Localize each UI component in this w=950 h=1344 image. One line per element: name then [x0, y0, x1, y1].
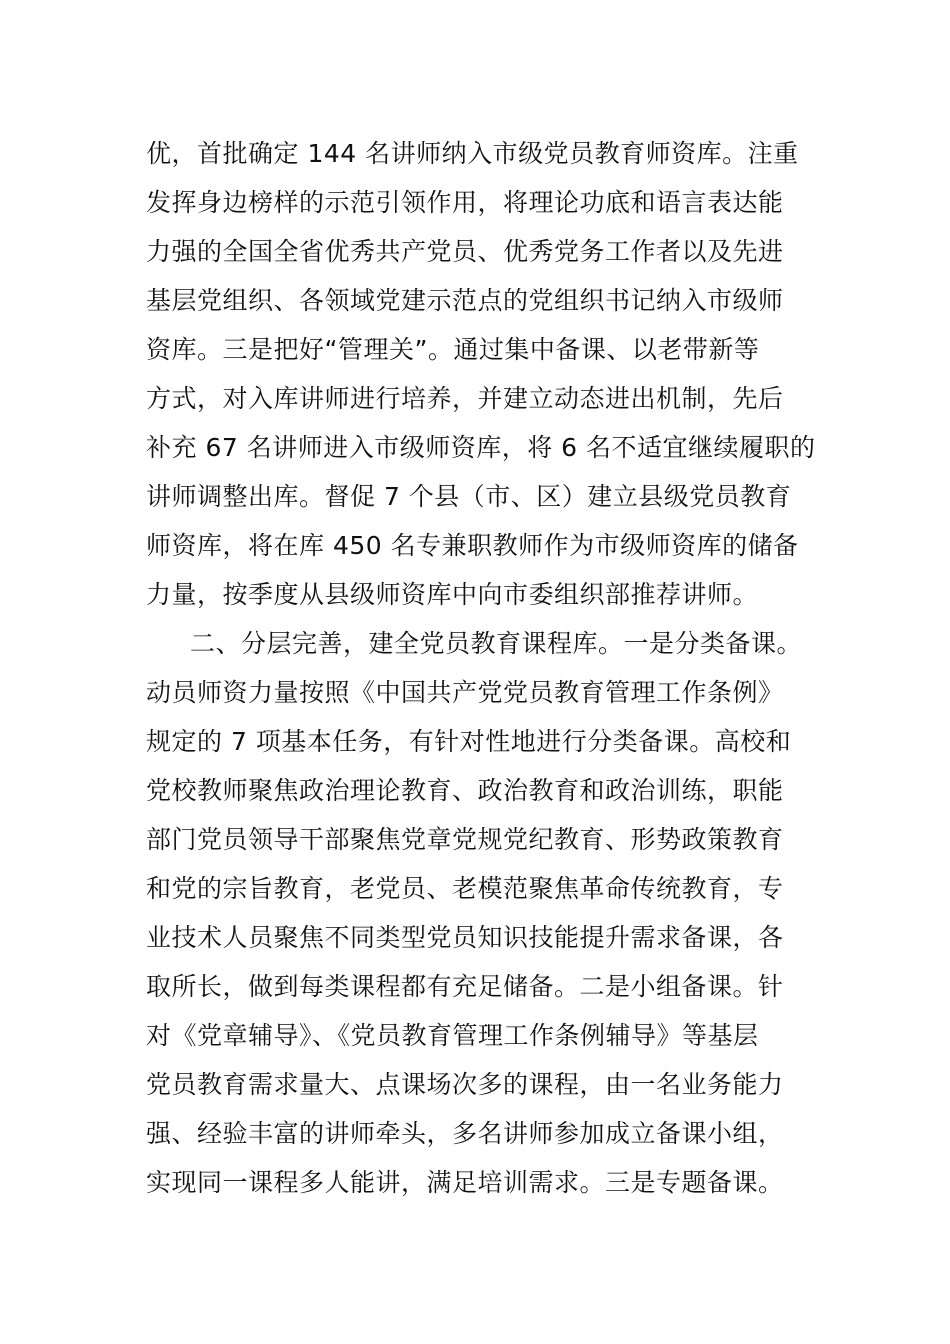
text-line: 补充 67 名讲师进入市级师资库，将 6 名不适宜继续履职的 — [146, 433, 816, 462]
text-line: 强、经验丰富的讲师牵头，多名讲师参加成立备课小组， — [146, 1119, 784, 1148]
text-line: 规定的 7 项基本任务，有针对性地进行分类备课。高校和 — [146, 727, 792, 756]
text-line: 资库。三是把好“管理关”。通过集中备课、以老带新等 — [146, 335, 760, 364]
text-line: 力强的全国全省优秀共产党员、优秀党务工作者以及先进 — [146, 237, 784, 266]
text-line: 师资库，将在库 450 名专兼职教师作为市级师资库的储备 — [146, 531, 799, 560]
body-text — [146, 129, 816, 1207]
text-line: 力量，按季度从县级师资库中向市委组织部推荐讲师。 — [146, 580, 759, 609]
text-line: 和党的宗旨教育，老党员、老模范聚焦革命传统教育，专 — [146, 874, 784, 903]
text-line: 动员师资力量按照《中国共产党党员教育管理工作条例》 — [146, 678, 784, 707]
section-heading-line: 二、分层完善，建全党员教育课程库。一是分类备课。 — [190, 629, 803, 658]
text-line: 实现同一课程多人能讲，满足培训需求。三是专题备课。 — [146, 1168, 784, 1197]
text-line: 党校教师聚焦政治理论教育、政治教育和政治训练，职能 — [146, 776, 784, 805]
text-line: 讲师调整出库。督促 7 个县（市、区）建立县级党员教育 — [146, 482, 792, 511]
text-line: 基层党组织、各领域党建示范点的党组织书记纳入市级师 — [146, 286, 784, 315]
text-line: 党员教育需求量大、点课场次多的课程，由一名业务能力 — [146, 1070, 784, 1099]
text-line: 优，首批确定 144 名讲师纳入市级党员教育师资库。注重 — [146, 139, 799, 168]
text-line: 对《党章辅导》、《党员教育管理工作条例辅导》等基层 — [146, 1021, 759, 1050]
text-line: 业技术人员聚焦不同类型党员知识技能提升需求备课，各 — [146, 923, 784, 952]
text-line: 部门党员领导干部聚焦党章党规党纪教育、形势政策教育 — [146, 825, 784, 854]
text-line: 方式，对入库讲师进行培养，并建立动态进出机制，先后 — [146, 384, 784, 413]
text-line: 取所长，做到每类课程都有充足储备。二是小组备课。针 — [146, 972, 784, 1001]
text-line: 发挥身边榜样的示范引领作用，将理论功底和语言表达能 — [146, 188, 784, 217]
